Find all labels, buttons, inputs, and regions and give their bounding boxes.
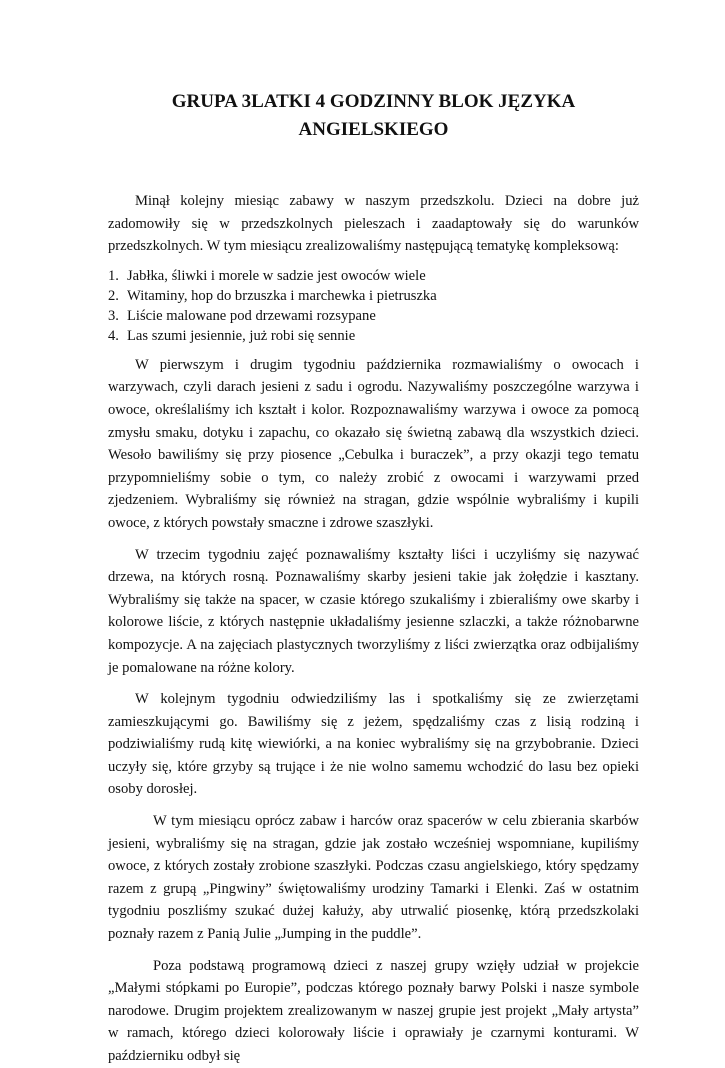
list-item-number: 4. bbox=[108, 327, 119, 344]
paragraph-projects: Poza podstawą programową dzieci z naszej grupy wzięły udział w projekcie „Małymi stópkami po Europie”, podczas którego poznały barwy Polski i nasze symbole narodowe. Drugim projektem zrealizowanym w naszej grupie jest projekt „Mały artysta” w ramach, którego dzieci kolorowały liście i oprawiały je czarnymi konturami. W październiku odbył się bbox=[108, 957, 639, 1064]
list-item bbox=[108, 266, 639, 286]
document-page bbox=[108, 88, 639, 1068]
list-item-text: Liście malowane pod drzewami rozsypane bbox=[127, 307, 376, 324]
list-item bbox=[108, 306, 639, 326]
title-line-1: GRUPA 3LATKI 4 GODZINNY BLOK JĘZYKA bbox=[171, 91, 576, 112]
document-title bbox=[108, 88, 639, 144]
list-item-text: Witaminy, hop do brzuszka i marchewka i pietruszka bbox=[127, 287, 437, 304]
list-item-number: 3. bbox=[108, 307, 119, 324]
list-item-number: 1. bbox=[108, 267, 119, 284]
list-item-text: Las szumi jesiennie, już robi się sennie bbox=[127, 327, 356, 344]
list-item-text: Jabłka, śliwki i morele w sadzie jest owoców wiele bbox=[127, 267, 426, 284]
paragraph-weeks-1-2: W pierwszym i drugim tygodniu października rozmawialiśmy o owocach i warzywach, czyli darach jesieni z sadu i ogrodu. Nazywaliśmy poszczególne warzywa i owoce, określaliśmy ich kształt i kolor. Rozpoznawaliśmy warzywa i owoce za pomocą zmysłu smaku, dotyku i zapachu, co okazało się świetną zabawą dla wszystkich dzieci. Wesoło bawiliśmy się przy piosence „Cebulka i buraczek”, a przy okazji tego tematu przypomnieliśmy sobie o tym, co należy zrobić z owocami i warzywami przed zjedzeniem. Wybraliśmy się również na stragan, gdzie wspólnie wybraliśmy i kupili owoce, z których powstały smaczne i zdrowe szaszłyki. bbox=[108, 356, 639, 531]
intro-paragraph: Minął kolejny miesiąc zabawy w naszym przedszkolu. Dzieci na dobre już zadomowiły się w przedszkolnych pieleszach i zaadaptowały się do warunków przedszkolnych. W tym miesiącu zrealizowaliśmy następującą tematykę kompleksową: bbox=[108, 193, 639, 255]
paragraph-week-3: W trzecim tygodniu zajęć poznawaliśmy kształty liści i uczyliśmy się nazywać drzewa, na których rosną. Poznawaliśmy skarby jesieni takie jak żołędzie i kasztany. Wybraliśmy się także na spacer, w czasie którego szukaliśmy i zbieraliśmy owe skarby i kolorowe liście, z których następnie układaliśmy jesienne szlaczki, a także różnobarwne kompozycje. A na zajęciach plastycznych tworzyliśmy z liści zwierzątka oraz odbijaliśmy je pomalowane na różne kolory. bbox=[108, 546, 639, 676]
list-item bbox=[108, 286, 639, 306]
title-line-2: ANGIELSKIEGO bbox=[298, 119, 449, 140]
paragraph-month-summary: W tym miesiącu oprócz zabaw i harców oraz spacerów w celu zbierania skarbów jesieni, wybraliśmy się na stragan, gdzie jak zostało wcześniej wspomniane, kupiliśmy owoce, z których zostały zrobione szaszłyki. Podczas czasu angielskiego, który spędzamy razem z grupą „Pingwiny” świętowaliśmy urodziny Tamarki i Elenki. Zaś w ostatnim tygodniu poszliśmy szukać dużej kałuży, aby utrwalić piosenkę, którą przedszkolaki poznały razem z Panią Julie „Jumping in the puddle”. bbox=[108, 813, 639, 943]
list-item-number: 2. bbox=[108, 287, 119, 304]
list-item bbox=[108, 326, 639, 346]
paragraph-week-4: W kolejnym tygodniu odwiedziliśmy las i spotkaliśmy się ze zwierzętami zamieszkującymi go. Bawiliśmy się z jeżem, spędzaliśmy czas z lisią rodziną i podziwialiśmy rudą kitę wiewiórki, a na koniec wybraliśmy się na grzybobranie. Dzieci uczyły się, które grzyby są trujące i że nie wolno samemu wchodzić do lasu bez opieki osoby dorosłej. bbox=[108, 691, 639, 798]
topics-list bbox=[108, 266, 639, 346]
